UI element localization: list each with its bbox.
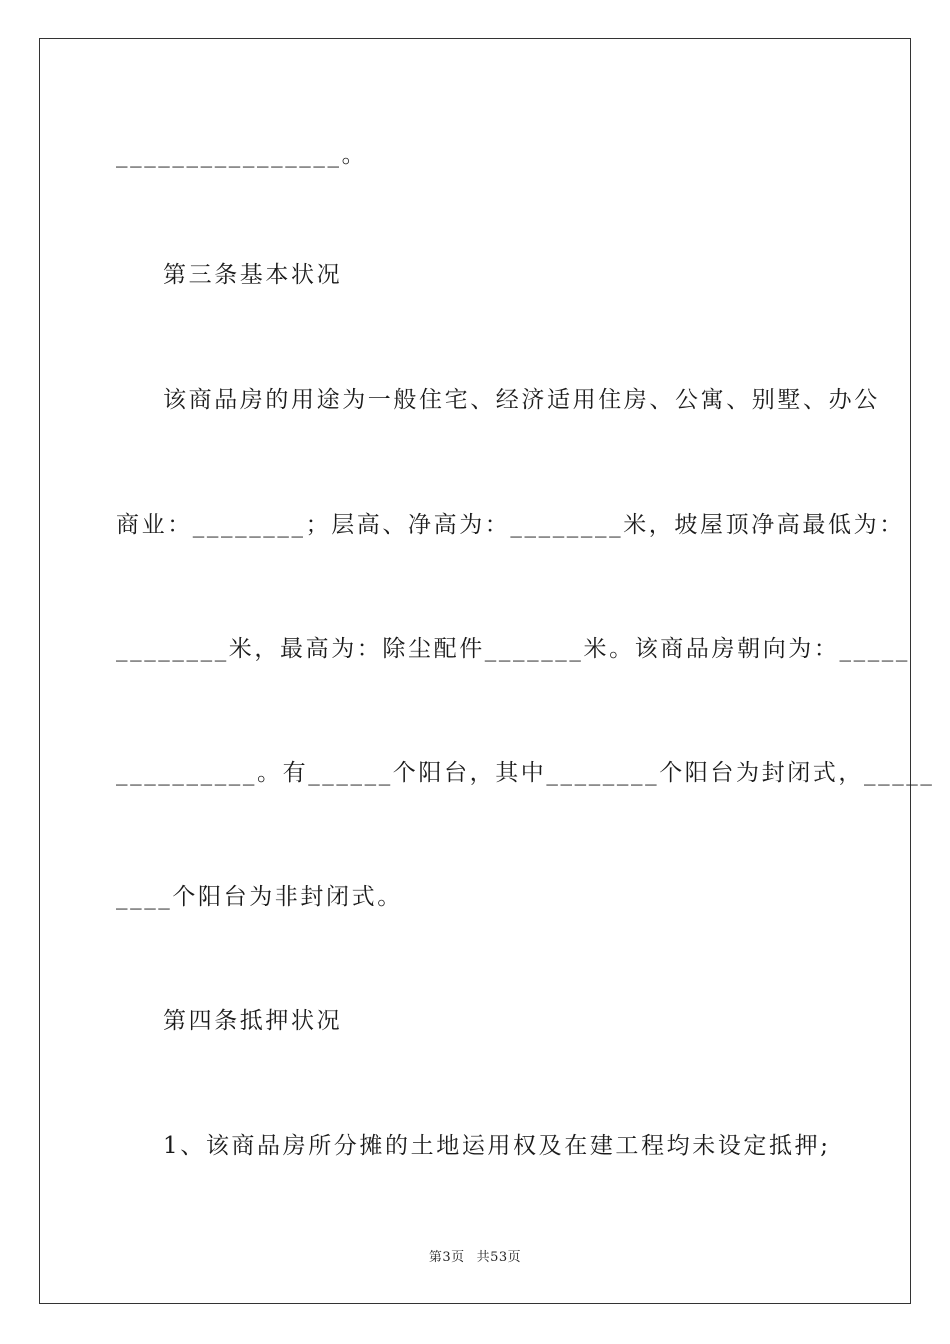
paragraph-line: ________米，最高为：除尘配件_______米。该商品房朝向为：_____	[116, 636, 910, 662]
paragraph-line: 1、该商品房所分摊的土地运用权及在建工程均未设定抵押;	[163, 1133, 831, 1159]
section-heading-article-4: 第四条抵押状况	[163, 1008, 343, 1034]
page-footer	[0, 1246, 950, 1265]
section-heading-article-3: 第三条基本状况	[163, 262, 343, 288]
page-border	[39, 38, 935, 1304]
paragraph-line: 商业：________；层高、净高为：________米，坡屋顶净高最低为：	[116, 512, 905, 538]
page-number: 第3页	[428, 1250, 465, 1265]
paragraph-line: __________。有______个阳台，其中________个阳台为封闭式，_____	[116, 760, 935, 786]
paragraph-line: 该商品房的用途为一般住宅、经济适用住房、公寓、别墅、办公	[163, 387, 880, 413]
paragraph-line: ____个阳台为非封闭式。	[116, 884, 403, 910]
blank-line-ending: ________________。	[116, 142, 368, 168]
page-total: 共53页	[476, 1250, 522, 1265]
